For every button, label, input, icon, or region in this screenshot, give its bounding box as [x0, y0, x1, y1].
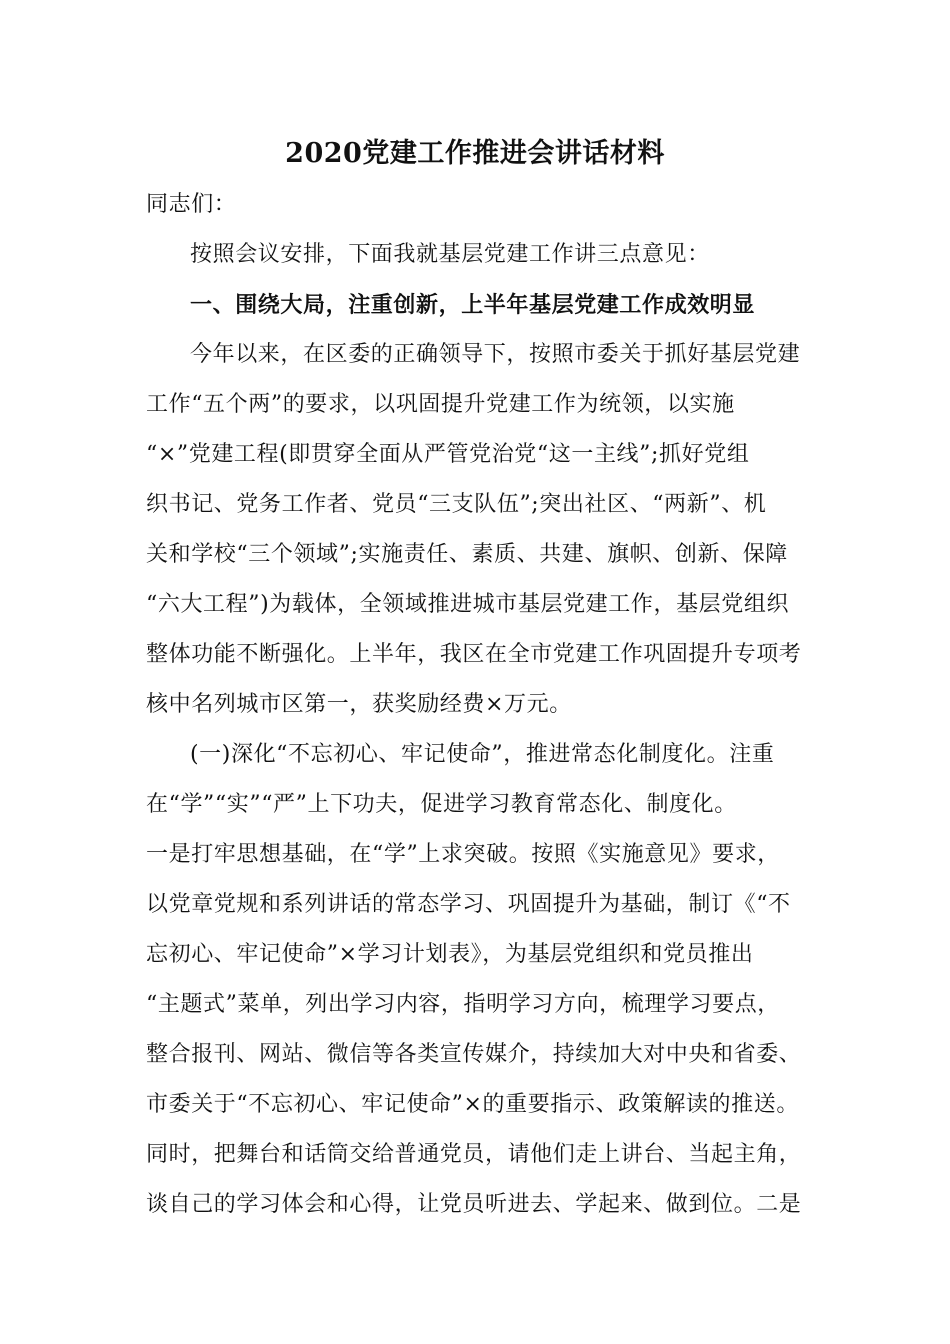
- paragraph-line: 以党章党规和系列讲话的常态学习、巩固提升为基础，制订《“不: [146, 892, 791, 917]
- paragraph-line: 核中名列城市区第一，获奖励经费×万元。: [146, 692, 572, 717]
- paragraph-line: 关和学校“三个领域”;实施责任、素质、共建、旗帜、创新、保障: [146, 542, 788, 567]
- paragraph-line: 工作“五个两”的要求，以巩固提升党建工作为统领，以实施: [146, 392, 735, 417]
- paragraph-line: 忘初心、牢记使命”×学习计划表》，为基层党组织和党员推出: [146, 942, 754, 967]
- paragraph-line: (一)深化“不忘初心、牢记使命”，推进常态化制度化。注重: [190, 742, 775, 767]
- section-heading: 一、围绕大局，注重创新，上半年基层党建工作成效明显: [190, 292, 756, 318]
- paragraph-line: 在“学”“实”“严”上下功夫，促进学习教育常态化、制度化。: [146, 792, 737, 817]
- salutation: 同志们：: [146, 192, 237, 217]
- paragraph-line: 同时，把舞台和话筒交给普通党员，请他们走上讲台、当起主角，: [146, 1142, 802, 1167]
- document-title: 2020党建工作推进会讲话材料: [285, 138, 665, 169]
- paragraph-line: 今年以来，在区委的正确领导下，按照市委关于抓好基层党建: [190, 342, 801, 367]
- paragraph-line: 整合报刊、网站、微信等各类宣传媒介，持续加大对中央和省委、: [146, 1042, 802, 1067]
- paragraph-line: “主题式”菜单，列出学习内容，指明学习方向，梳理学习要点，: [146, 992, 780, 1017]
- paragraph-line: “×”党建工程(即贯穿全面从严管党治党“这一主线”;抓好党组: [146, 442, 750, 467]
- paragraph-line: “六大工程”)为载体，全领域推进城市基层党建工作，基层党组织: [146, 592, 790, 617]
- paragraph-line: 一是打牢思想基础，在“学”上求突破。按照《实施意见》要求，: [146, 842, 780, 867]
- paragraph-line: 织书记、党务工作者、党员“三支队伍”;突出社区、“两新”、机: [146, 492, 767, 517]
- paragraph-line: 谈自己的学习体会和心得，让党员听进去、学起来、做到位。二是: [146, 1192, 802, 1217]
- paragraph-line: 按照会议安排，下面我就基层党建工作讲三点意见：: [190, 242, 710, 267]
- paragraph-line: 整体功能不断强化。上半年，我区在全市党建工作巩固提升专项考: [146, 642, 802, 667]
- paragraph-line: 市委关于“不忘初心、牢记使命”×的重要指示、政策解读的推送。: [146, 1092, 799, 1117]
